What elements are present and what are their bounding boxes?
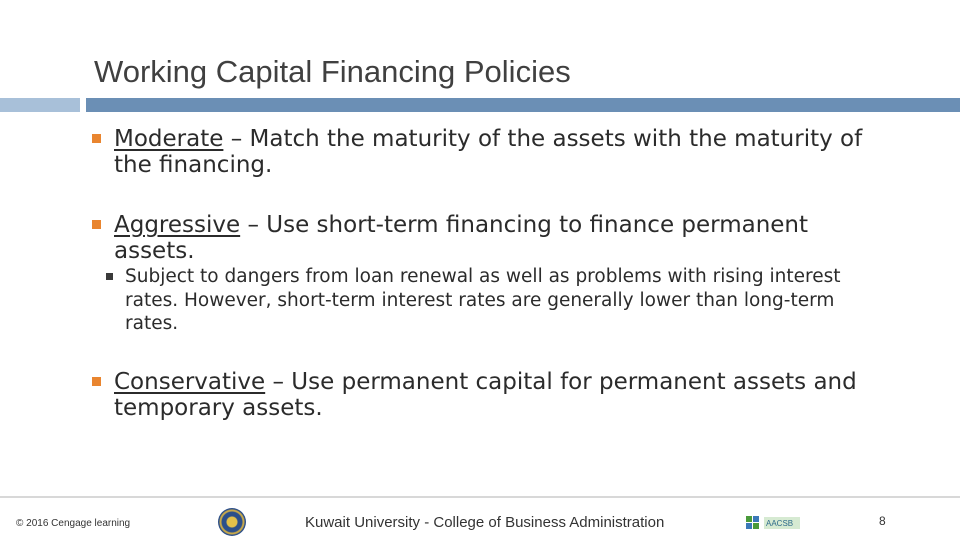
bullet-text: – Use short-term financing to finance permanent assets. (114, 212, 809, 264)
bullet-text: – Match the maturity of the assets with the maturity of the financing. (114, 126, 863, 178)
aacsb-logo-icon (746, 513, 802, 533)
title-bar-left (0, 98, 80, 112)
slide-footer (0, 496, 960, 542)
bullet-square-icon (92, 220, 101, 229)
logo-text: AACSB (766, 519, 794, 528)
institution-name: Kuwait University - College of Business Administration (305, 514, 665, 531)
bullet-term: Moderate (114, 126, 224, 152)
copyright-text: © 2016 Cengage learning (16, 518, 131, 529)
bullet-term: Conservative (114, 369, 266, 395)
bullet-level1 (90, 369, 880, 421)
sub-bullet-square-icon (106, 273, 113, 280)
page-number: 8 (879, 514, 886, 528)
bullet-moderate (90, 126, 880, 178)
bullet-text: – Use permanent capital for permanent assets and temporary assets. (114, 369, 857, 421)
sub-bullet-text: Subject to dangers from loan renewal as well as problems with rising interest rates. However, short-term interest rates are generally lower than long-term rates. (125, 266, 841, 334)
bullet-conservative (90, 369, 880, 421)
bullet-square-icon (92, 377, 101, 386)
university-seal-icon (218, 508, 246, 536)
bullet-aggressive (90, 212, 880, 336)
title-bar-right (86, 98, 960, 112)
bullet-level1 (90, 126, 880, 178)
bullet-level1 (90, 212, 880, 264)
slide-title: Working Capital Financing Policies (94, 54, 571, 89)
sub-bullet (104, 265, 880, 336)
bullet-square-icon (92, 134, 101, 143)
bullet-term: Aggressive (114, 212, 241, 238)
